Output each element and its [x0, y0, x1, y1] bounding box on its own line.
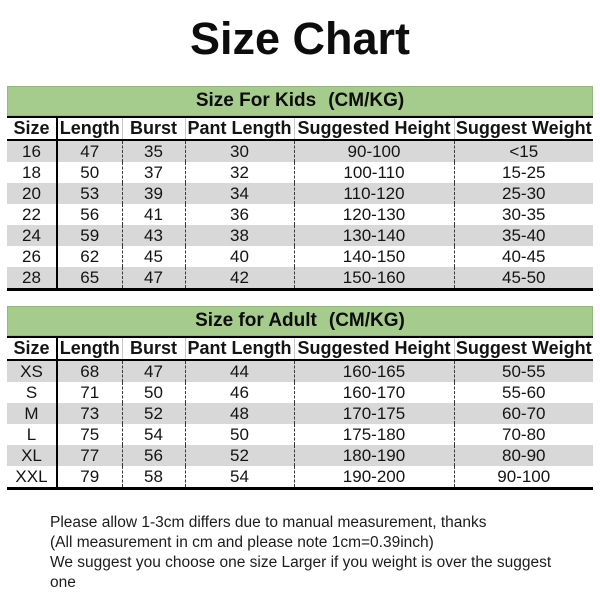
table-cell: 79	[57, 466, 122, 489]
table-cell: 38	[185, 225, 294, 246]
table-cell: 175-180	[294, 424, 454, 445]
table-cell: 48	[185, 403, 294, 424]
kids-section-title: Size For Kids	[195, 90, 317, 111]
table-cell: 140-150	[294, 246, 454, 267]
table-row	[7, 403, 593, 424]
table-cell: 53	[57, 183, 122, 204]
column-header-length: Length	[57, 117, 122, 140]
table-row	[7, 445, 593, 466]
adult-section-header	[7, 306, 593, 336]
table-cell: 50	[57, 162, 122, 183]
adult-section-unit: (CM/KG)	[328, 310, 405, 331]
table-cell: 170-175	[294, 403, 454, 424]
kids-size-table	[7, 116, 593, 291]
table-cell: 68	[57, 360, 122, 382]
table-cell: 55-60	[454, 382, 593, 403]
table-cell: 120-130	[294, 204, 454, 225]
table-cell: S	[25, 382, 38, 402]
kids-table-body	[7, 140, 593, 290]
table-row	[7, 162, 593, 183]
table-cell: 47	[57, 140, 122, 162]
table-row	[7, 360, 593, 382]
table-cell: 26	[22, 246, 41, 266]
adult-table-head	[7, 337, 593, 360]
table-cell: 15-25	[454, 162, 593, 183]
table-cell: 30-35	[454, 204, 593, 225]
adult-section	[7, 306, 593, 490]
table-cell: 44	[185, 360, 294, 382]
table-cell: 52	[185, 445, 294, 466]
table-cell: 28	[7, 267, 57, 290]
table-cell: 150-160	[294, 267, 454, 290]
table-cell: XS	[20, 361, 43, 381]
note-line-3: We suggest you choose one size Larger if you weight is over the suggest one	[50, 554, 552, 591]
adult-table-body	[7, 360, 593, 489]
column-header-length: Length	[57, 337, 122, 360]
table-cell: 41	[122, 204, 185, 225]
table-cell: 45-50	[454, 267, 593, 290]
table-cell: 100-110	[294, 162, 454, 183]
table-row	[7, 246, 593, 267]
table-cell: 16	[22, 141, 41, 161]
table-cell: 71	[57, 382, 122, 403]
column-header-suggested-height: Suggested Height	[294, 117, 454, 140]
column-header-burst: Burst	[122, 117, 185, 140]
table-cell: 32	[185, 162, 294, 183]
table-cell: 70-80	[454, 424, 593, 445]
table-row	[7, 225, 593, 246]
table-cell: 110-120	[294, 183, 454, 204]
table-cell: 40	[185, 246, 294, 267]
kids-section	[7, 86, 593, 291]
table-cell: 130-140	[294, 225, 454, 246]
table-cell: 180-190	[294, 445, 454, 466]
table-cell: 46	[185, 382, 294, 403]
note-line-1: Please allow 1-3cm differs due to manual measurement, thanks	[50, 514, 487, 531]
table-row	[7, 267, 593, 290]
table-row	[7, 204, 593, 225]
adult-section-title: Size for Adult	[195, 310, 317, 331]
kids-section-unit: (CM/KG)	[328, 90, 405, 111]
table-cell: 34	[185, 183, 294, 204]
table-cell: 59	[57, 225, 122, 246]
table-cell: 50-55	[454, 360, 593, 382]
column-header-size: Size	[7, 337, 57, 360]
table-row	[7, 424, 593, 445]
column-header-suggest-weight: Suggest Weight	[455, 118, 592, 138]
table-cell: 22	[22, 204, 41, 224]
table-cell: 39	[122, 183, 185, 204]
table-cell: 42	[185, 267, 294, 290]
table-cell: <15	[454, 140, 593, 162]
table-cell: 40-45	[454, 246, 593, 267]
table-cell: 58	[122, 466, 185, 489]
table-cell: 54	[122, 424, 185, 445]
table-cell: 50	[185, 424, 294, 445]
table-cell: 35-40	[454, 225, 593, 246]
table-cell: 160-170	[294, 382, 454, 403]
table-cell: 25-30	[454, 183, 593, 204]
table-cell: 30	[185, 140, 294, 162]
column-header-suggested-height: Suggested Height	[294, 337, 454, 360]
column-header-burst: Burst	[122, 337, 185, 360]
table-cell: 36	[185, 204, 294, 225]
page-title: Size Chart	[189, 13, 411, 64]
table-cell: 160-165	[294, 360, 454, 382]
table-cell: 47	[122, 360, 185, 382]
table-row	[7, 466, 593, 489]
table-cell: L	[26, 424, 37, 444]
table-cell: 50	[122, 382, 185, 403]
table-cell: 47	[122, 267, 185, 290]
table-cell: 73	[57, 403, 122, 424]
table-cell: 35	[122, 140, 185, 162]
table-cell: 37	[122, 162, 185, 183]
column-header-pant-length: Pant Length	[185, 117, 294, 140]
adult-size-table	[7, 336, 593, 490]
column-header-suggest-weight: Suggest Weight	[455, 338, 592, 358]
table-cell: XL	[21, 445, 42, 465]
table-cell: 56	[57, 204, 122, 225]
table-cell: 54	[185, 466, 294, 489]
kids-header-row	[7, 117, 593, 140]
table-cell: 45	[122, 246, 185, 267]
table-cell: 24	[22, 225, 41, 245]
table-cell: M	[24, 403, 39, 423]
table-cell: 80-90	[454, 445, 593, 466]
kids-table-head	[7, 117, 593, 140]
note-line-2: (All measurement in cm and please note 1cm=0.39inch)	[50, 534, 434, 551]
table-cell: 62	[57, 246, 122, 267]
table-cell: 65	[57, 267, 122, 290]
adult-header-row	[7, 337, 593, 360]
table-cell: XXL	[7, 466, 57, 489]
column-header-pant-length: Pant Length	[185, 337, 294, 360]
table-row	[7, 183, 593, 204]
table-cell: 75	[57, 424, 122, 445]
table-cell: 60-70	[454, 403, 593, 424]
table-cell: 43	[122, 225, 185, 246]
column-header-size: Size	[7, 117, 57, 140]
table-cell: 52	[122, 403, 185, 424]
table-cell: 90-100	[454, 466, 593, 489]
table-cell: 90-100	[294, 140, 454, 162]
table-cell: 18	[22, 162, 41, 182]
table-row	[7, 382, 593, 403]
table-cell: 56	[122, 445, 185, 466]
table-cell: 190-200	[294, 466, 454, 489]
table-row	[7, 140, 593, 162]
table-cell: 77	[57, 445, 122, 466]
kids-section-header	[7, 86, 593, 116]
measurement-notes	[50, 513, 580, 593]
table-cell: 20	[22, 183, 41, 203]
